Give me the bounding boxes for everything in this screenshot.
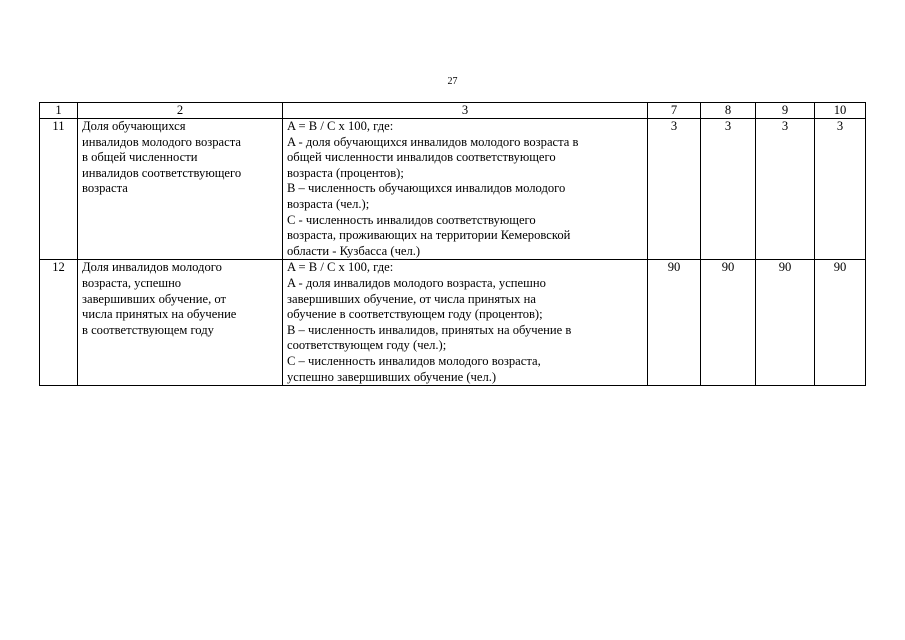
indicator-name-line: Доля инвалидов молодого [82,260,222,275]
table-row [40,260,866,386]
value-cell: 90 [815,260,866,386]
header-cell: 10 [815,103,866,119]
value-cell: 3 [756,119,815,260]
value-cell: 90 [648,260,701,386]
header-cell: 3 [283,103,648,119]
formula-line: возраста, проживающих на территории Кемеровской [287,228,571,243]
header-cell: 9 [756,103,815,119]
indicators-table [39,102,866,386]
formula-line: C - численность инвалидов соответствующего [287,212,536,227]
formula-line: A - доля инвалидов молодого возраста, успешно [287,275,546,290]
formula-line: области - Кузбасса (чел.) [287,243,421,258]
value-cell: 90 [701,260,756,386]
indicator-name-line: возраста, успешно [82,275,182,290]
value-cell: 90 [756,260,815,386]
formula-line: успешно завершивших обучение (чел.) [287,369,497,384]
row-number: 12 [40,260,78,386]
indicator-name-line: инвалидов соответствующего [82,165,242,180]
row-number: 11 [40,119,78,260]
header-cell: 7 [648,103,701,119]
formula-line: завершивших обучение, от числа принятых на [287,291,536,306]
formula-line: A - доля обучающихся инвалидов молодого возраста в [287,134,579,149]
formula-line: общей численности инвалидов соответствующего [287,150,556,165]
indicator-name-line: числа принятых на обучение [82,307,237,322]
page-number: 27 [447,76,458,87]
formula-cell [283,119,648,260]
header-cell: 8 [701,103,756,119]
formula-line: возраста (процентов); [287,165,404,180]
indicator-name-line: инвалидов молодого возраста [82,134,241,149]
formula-line: A = B / C x 100, где: [287,119,394,133]
value-cell: 3 [648,119,701,260]
formula-line: B – численность обучающихся инвалидов молодого [287,181,566,196]
indicator-name-line: в общей численности [82,150,198,165]
formula-line: B – численность инвалидов, принятых на обучение в [287,322,572,337]
indicator-name-line: Доля обучающихся [82,119,186,133]
header-cell: 1 [40,103,78,119]
indicator-name-line: возраста [82,181,128,196]
indicator-name-cell [78,260,283,386]
formula-line: A = B / C x 100, где: [287,260,394,275]
formula-line: возраста (чел.); [287,196,370,211]
formula-line: соответствующем году (чел.); [287,338,447,353]
table-row [40,119,866,260]
indicator-name-line: в соответствующем году [82,322,214,337]
value-cell: 3 [815,119,866,260]
value-cell: 3 [701,119,756,260]
formula-line: обучение в соответствующем году (процентов); [287,307,543,322]
table-header-row [40,103,866,119]
formula-line: C – численность инвалидов молодого возраста, [287,353,541,368]
indicator-name-line: завершивших обучение, от [82,291,227,306]
indicator-name-cell [78,119,283,260]
header-cell: 2 [78,103,283,119]
formula-cell [283,260,648,386]
